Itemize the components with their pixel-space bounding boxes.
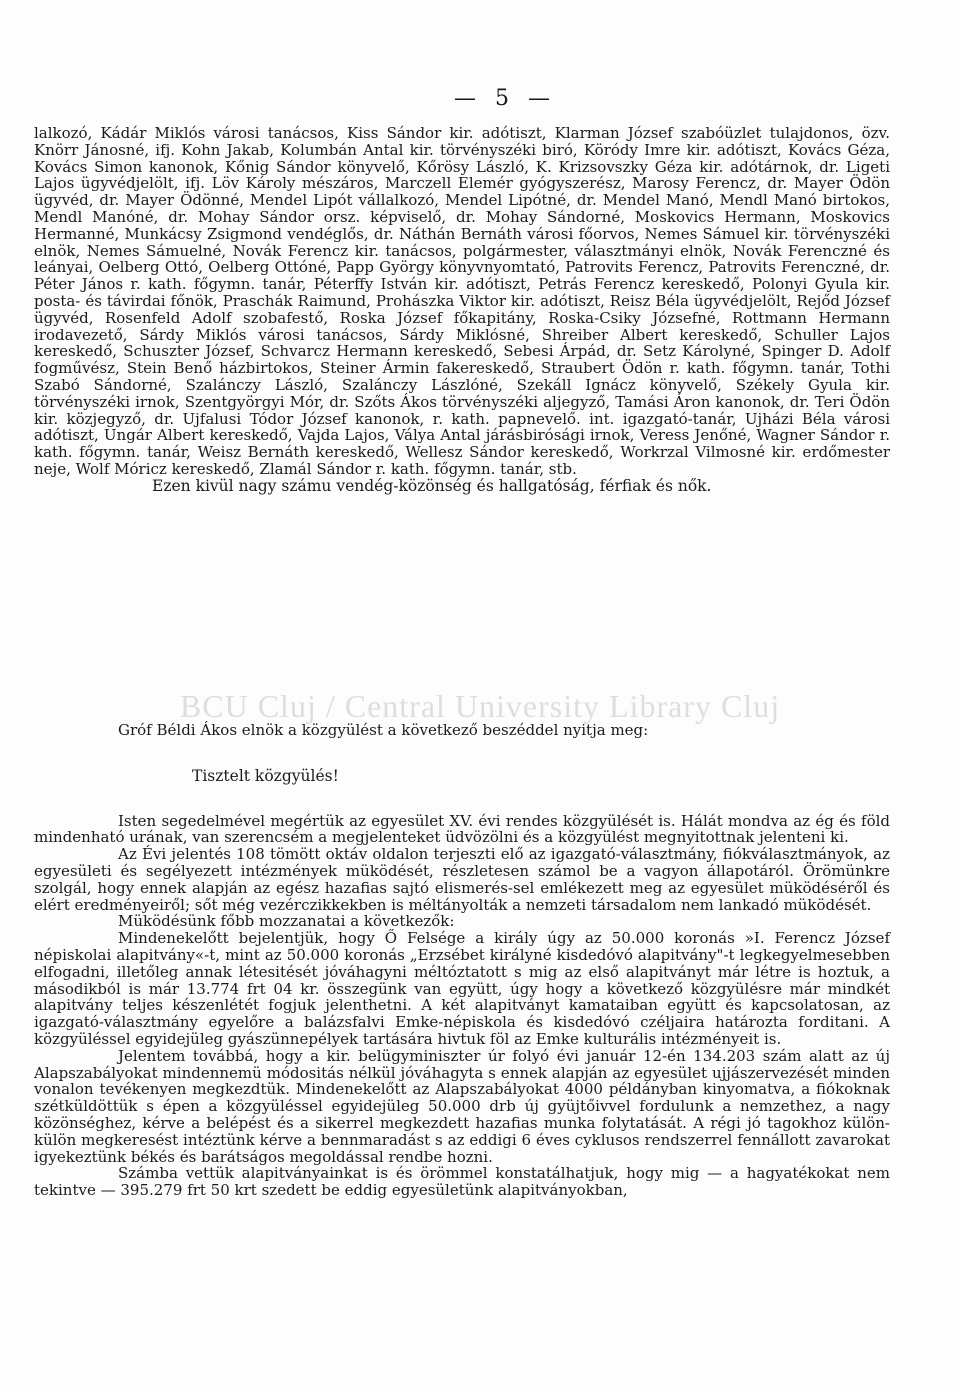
page-number: — 5 — — [454, 86, 556, 111]
member-list-section — [34, 125, 890, 495]
speech-paragraph-4: Jelentem továbbá, hogy a kir. belügyminiszter úr folyó évi január 12-én 134.203 szám alatt az új Alapszabályokat mindennemü módositás nélkül jóváhagyta s ennek alapján az egyesület ujjászervezését minden vonalon tevékenyen megkezdtük. Mindenekelőtt az Alapszabályokat 4000 példányban kinyomatva, a fiókoknak szétküldöttük s épen a közgyüléssel egyidejüleg 50.000 drb új gyüjtőivvel fordulunk a nemzethez, a nagy közönséghez, kérve a belépést és a sikerrel megkezdett hazafias munka folytatását. A régi jó tagokhoz külön-külön megkeresést intéztünk kérve a bennmaradást s az eddigi 6 éves cyklusos rendszerrel fennállott zavarokat igyekeztünk békés és barátságos megoldással rendbe hozni. — [34, 1046, 890, 1166]
member-list-paragraph: lalkozó, Kádár Miklós városi tanácsos, Kiss Sándor kir. adótiszt, Klarman József szabóüzlet tulajdonos, özv. Knörr Jánosné, ifj. Kohn Jakab, Kolumbán Antal kir. törvényszéki biró, Köródy Imre kir. adótiszt, Kovács Géza, Kovács Simon kanonok, Kőnig Sándor könyvelő, Kőrösy László, K. Krizsovszky Géza kir. adótárnok, dr. Ligeti Lajos ügyvédjelölt, ifj. Löv Károly mészáros, Marczell Elemér gyógyszerész, Marosy Ferencz, dr. Mayer Ödön ügyvéd, dr. Mayer Ödönné, Mendel Lipót vállalkozó, Mendel Lipótné, dr. Mendel Manó, Mendl Manó birtokos, Mendl Manóné, dr. Mohay Sándor orsz. képviselő, dr. Mohay Sándorné, Moskovics Hermann, Moskovics Hermanné, Munkácsy Zsigmond vendéglős, dr. Náthán Bernáth városi főorvos, Nemes Sámuel kir. törvényszéki elnök, Nemes Sámuelné, Novák Ferencz kir. tanácsos, polgármester, választmányi elnök, Novák Ferenczné és leányai, Oelberg Ottó, Oelberg Ottóné, Papp György könyvnyomtató, Patrovits Ferencz, Patrovits Ferenczné, dr. Péter János r. kath. főgymn. tanár, Péterffy István kir. adótiszt, Petrás Ferencz kereskedő, Polonyi Gyula kir. posta- és távirdai főnök, Praschák Raimund, Prohászka Viktor kir. adótiszt, Reisz Béla ügyvédjelölt, Rejőd József ügyvéd, Rosenfeld Adolf szobafestő, Roska József főkapitány, Roska-Csiky Józsefné, Rottmann Hermann irodavezető, Sárdy Miklós városi tanácsos, Sárdy Miklósné, Shreiber Albert kereskedő, Schuller Lajos kereskedő, Schuszter József, Schvarcz Hermann kereskedő, Sebesi Árpád, dr. Setz Károlyné, Spinger D. Adolf fogművész, Stein Benő házbirtokos, Steiner Ármin fakereskedő, Straubert Ödön r. kath. főgymn. tanár, Tothi Szabó Sándorné, Szalánczy László, Szalánczy Lászlóné, Szekáll Ignácz könyvelő, Székely Gyula kir. törvényszéki irnok, Szentgyörgyi Mór, dr. Szőts Ákos törvényszéki aljegyző, Tamási Áron kanonok, dr. Teri Ödön kir. közjegyző, dr. Ujfalusi Tódor József kanonok, r. kath. papnevelő. int. igazgató-tanár, Ujházi Béla városi adótiszt, Ungár Albert kereskedő, Vajda Lajos, Vályа Antal járásbirósági irnok, Veress Jenőné, Wagner Sándor r. kath. főgymn. tanár, Weisz Bernáth kereskedő, Wellesz Sándor kereskedő, Workrzal Vilmosné kir. erdőmester neje, Wolf Móricz kereskedő, Zlamál Sándor r. kath. főgymn. tanár, stb. — [34, 124, 890, 478]
speech-intro: Gróf Béldi Ákos elnök a közgyülést a következő beszéddel nyitja meg: — [118, 721, 649, 739]
speech-paragraph-5: Számba vettük alapitványainkat is és örömmel konstatálhatjuk, hogy mig — a hagyatékokat nem tekintve — 395.279 frt 50 krt szedett be eddig egyesületünk alapitványokban, — [34, 1164, 890, 1200]
speech-paragraph-2: Az Évi jelentés 108 tömött oktáv oldalon terjeszti elő az igazgató-választmány, fiókválasztmányok, az egyesületi és segélyezett intézmények müködését, részletesen számol be a vagyon állapotáról. Örömünkre szolgál, hogy ennek alapján az egész hazafias sajtó elismerés-sel emlékezett meg az egyesület müködéséről és elért eredményeiről; sőt még vezérczikkekben is méltányolták a nemzeti társadalom nem lankadó müködését. — [34, 845, 890, 914]
library-watermark: BCU Cluj / Central University Library Cluj — [179, 688, 781, 724]
speech-paragraph-3: Mindenekelőtt bejelentjük, hogy Ő Felsége a király úgy az 50.000 koronás »I. Ferencz József népiskolai alapitvány«-t, mint az 50.000 koronás „Erzsébet királyné kisdedóvó alapitvány"-t legkegyelmesebben elfogadni, illetőleg annak létesitését jóváhagyni méltóztatott s mig az első alapitványt már létre is hoztuk, a másodikból is már 13.774 frt 04 kr. összegünk van együtt, úgy hogy a következő közgyülésre már mindkét alapitvány teljes készenlétét fogjuk jelenthetni. A két alapitványt kamataiban együtt és kapcsolatosan, az igazgató-választmány egyelőre a balázsfalvi Emke-népiskola és kisdedóvó czéljaira határozta forditani. A közgyüléssel egyidejüleg gyászünnepélyek tartására hivtuk föl az Emke kulturális intézményeit is. — [34, 929, 890, 1048]
opening-speech-section — [34, 722, 890, 1199]
speech-paragraph-1: Isten segedelmével megértük az egyesület XV. évi rendes közgyülését is. Hálát mondva az ég és föld mindenható urának, van szerencsém a megjelenteket üdvözölni és a közgyülést megnyitottnak jelenteni ki. — [34, 811, 890, 847]
speech-salutation: Tisztelt közgyülés! — [192, 766, 339, 785]
speech-subheading: Müködésünk főbb mozzanatai a következők: — [118, 912, 455, 931]
audience-closing-line: Ezen kivül nagy számu vendég-közönség és hallgatóság, férfiak és nők. — [152, 476, 712, 495]
